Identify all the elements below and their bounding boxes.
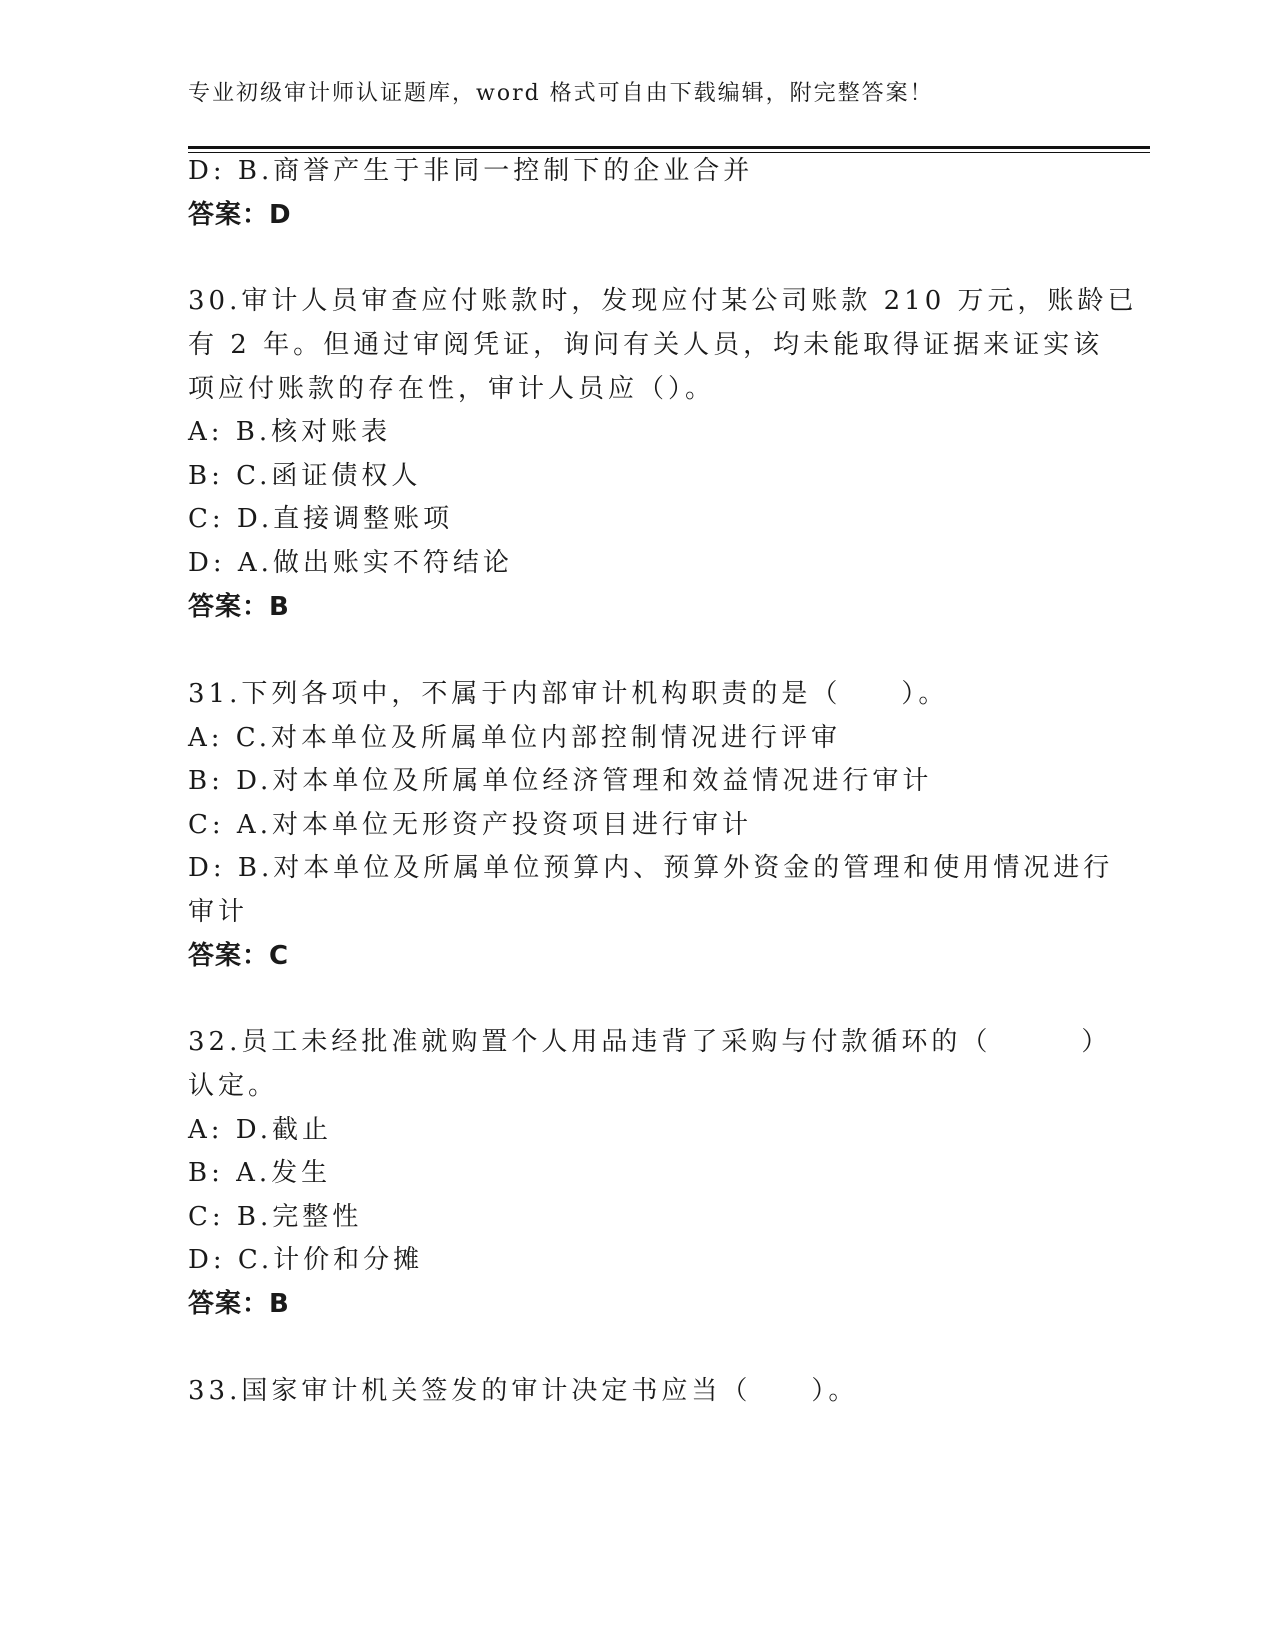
- q31-option-a: A: C.对本单位及所属单位内部控制情况进行评审: [188, 723, 842, 753]
- q33-stem-line1: 33.国家审计机关签发的审计决定书应当（ ）。: [188, 1376, 859, 1406]
- q32-option-a: A: D.截止: [188, 1115, 332, 1145]
- q30-option-c: C: D.直接调整账项: [188, 504, 454, 534]
- q30-stem-line2: 有 2 年。但通过审阅凭证，询问有关人员，均未能取得证据来证实该: [188, 330, 1104, 360]
- q31-option-b: B: D.对本单位及所属单位经济管理和效益情况进行审计: [188, 766, 933, 796]
- q32-option-c: C: B.完整性: [188, 1202, 363, 1232]
- q31-stem-line1: 31.下列各项中，不属于内部审计机构职责的是（ ）。: [188, 679, 949, 709]
- q30-option-a: A: B.核对账表: [188, 417, 392, 447]
- q30-option-d: D: A.做出账实不符结论: [188, 548, 513, 578]
- q31-option-d-line2: 审计: [188, 897, 249, 927]
- prev-option-d: D: B.商誉产生于非同一控制下的企业合并: [188, 156, 754, 186]
- header-rule-thick: [188, 146, 1150, 149]
- q32-option-d: D: C.计价和分摊: [188, 1245, 424, 1275]
- q32-option-b: B: A.发生: [188, 1158, 332, 1188]
- q30-stem-line1: 30.审计人员审查应付账款时，发现应付某公司账款 210 万元，账龄已: [188, 286, 1138, 316]
- q32-stem-line1: 32.员工未经批准就购置个人用品违背了采购与付款循环的（ ）: [188, 1027, 1112, 1057]
- header-rule-thin: [188, 152, 1150, 153]
- prev-answer: 答案：D: [188, 200, 292, 230]
- q30-stem-line3: 项应付账款的存在性，审计人员应（）。: [188, 374, 716, 404]
- q30-option-b: B: C.函证债权人: [188, 461, 422, 491]
- page-header: 专业初级审计师认证题库，word 格式可自由下载编辑，附完整答案！: [188, 81, 934, 106]
- q31-option-c: C: A.对本单位无形资产投资项目进行审计: [188, 810, 752, 840]
- q31-answer: 答案：C: [188, 941, 290, 971]
- q32-stem-line2: 认定。: [188, 1071, 279, 1101]
- q31-option-d-line1: D: B.对本单位及所属单位预算内、预算外资金的管理和使用情况进行: [188, 853, 1114, 883]
- q30-answer: 答案：B: [188, 592, 290, 622]
- q32-answer: 答案：B: [188, 1289, 290, 1319]
